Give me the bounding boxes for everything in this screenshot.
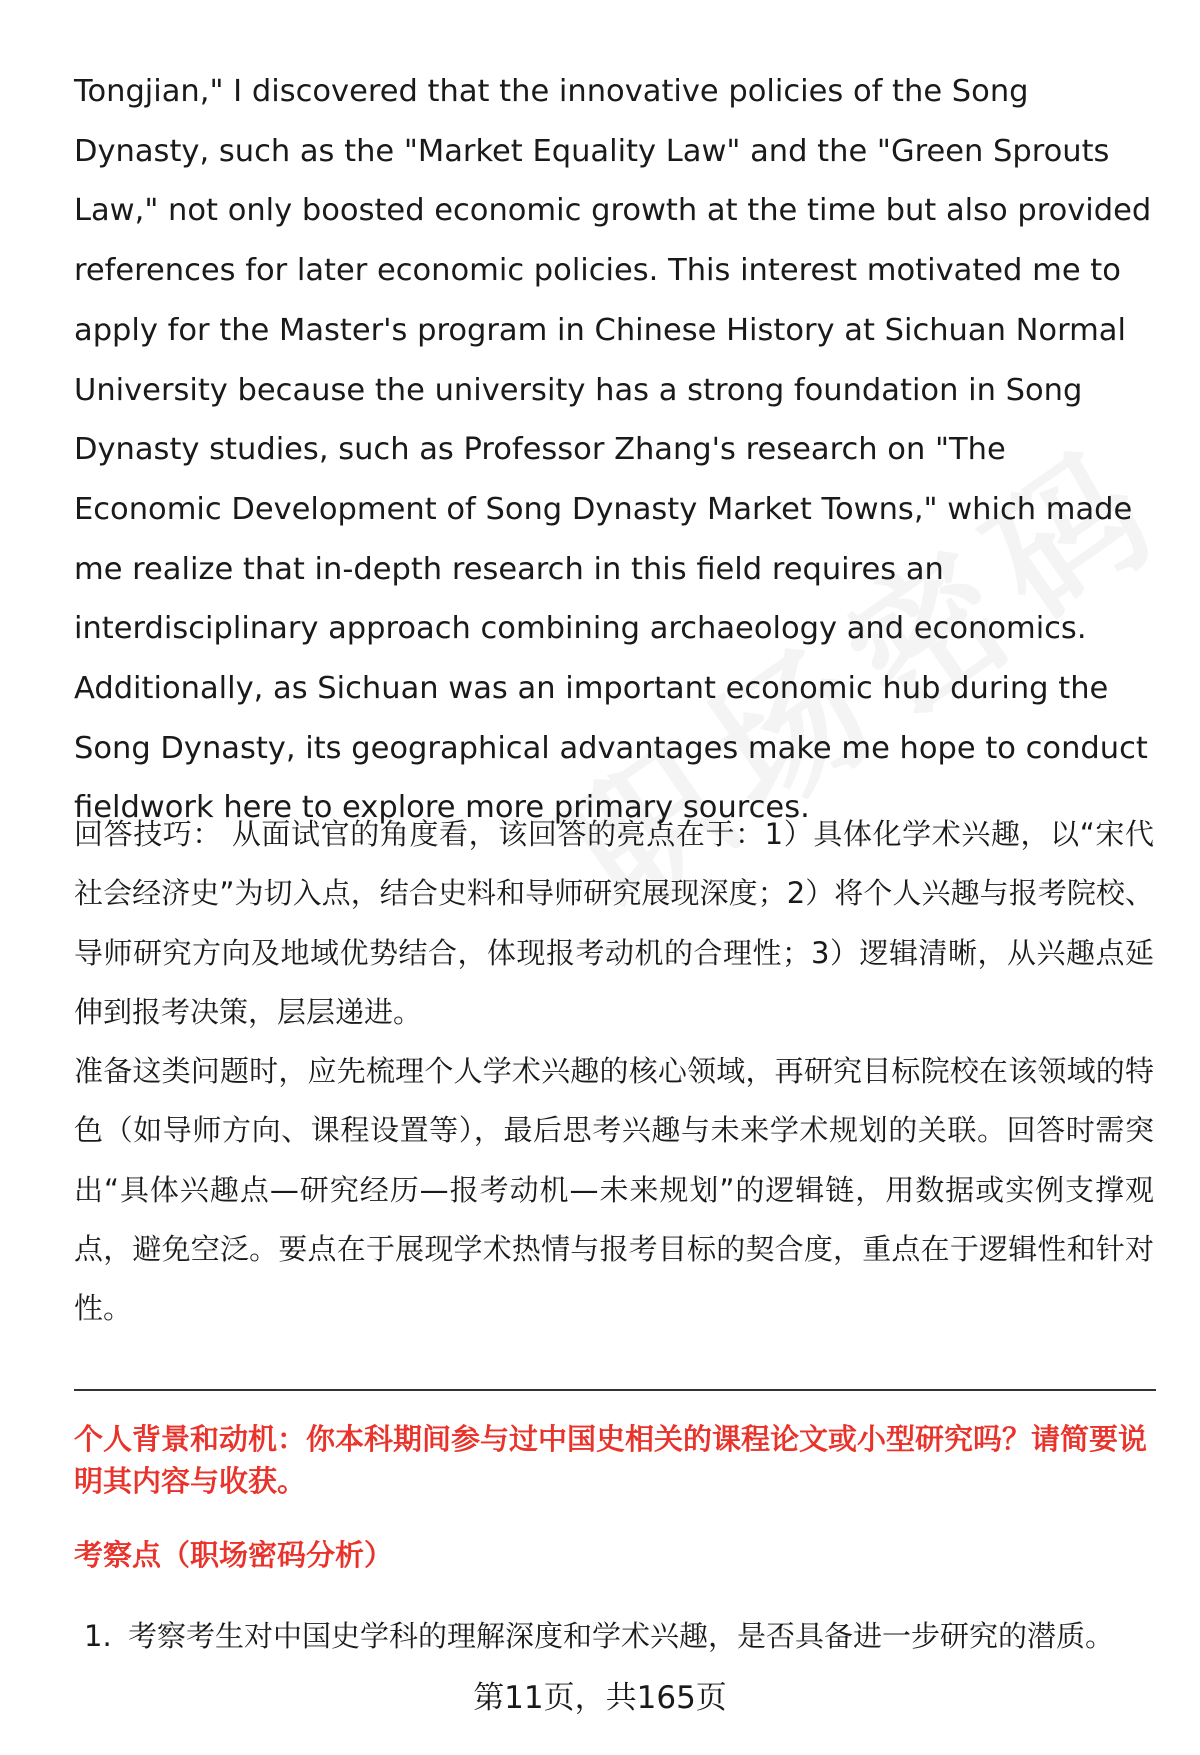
section-divider (74, 1389, 1156, 1391)
list-item (84, 1614, 1154, 1658)
tips-paragraph: 回答技巧： 从面试官的角度看，该回答的亮点在于：1）具体化学术兴趣，以“宋代社会经济史”为切入点，结合史料和导师研究展现深度；2）将个人兴趣与报考院校、导师研究方向及地域优势结合，体现报考动机的合理性；3）逻辑清晰，从兴趣点延伸到报考决策，层层递进。 (74, 817, 1154, 1029)
list-item-number: 1. (84, 1619, 112, 1653)
question-heading: 个人背景和动机：你本科期间参与过中国史相关的课程论文或小型研究吗？请简要说明其内容与收获。 (74, 1422, 1148, 1498)
assessment-list (84, 1614, 1154, 1658)
answer-continuation-paragraph: Tongjian," I discovered that the innovative policies of the Song Dynasty, such as the "Market Equality Law" and the "Green Sprouts Law," not only boosted economic growth at the time but also provided references for later economic policies. This interest motivated me to apply for the Master's program in Chinese History at Sichuan Normal University because the university has a strong foundation in Song Dynasty studies, such as Professor Zhang's research on "The Economic Development of Song Dynasty Market Towns," which made me realize that in-depth research in this field requires an interdisciplinary approach combining archaeology and economics. Additionally, as Sichuan was an important economic hub during the Song Dynasty, its geographical advantages make me hope to conduct fieldwork here to explore more primary sources. (74, 74, 1152, 826)
answer-tips-block (74, 805, 1154, 1339)
preparation-paragraph: 准备这类问题时，应先梳理个人学术兴趣的核心领域，再研究目标院校在该领域的特色（如导师方向、课程设置等），最后思考兴趣与未来学术规划的关联。回答时需突出“具体兴趣点—研究经历—报考动机—未来规划”的逻辑链，用数据或实例支撑观点，避免空泛。要点在于展现学术热情与报考目标的契合度，重点在于逻辑性和针对性。 (74, 1054, 1154, 1326)
page-number-footer: 第11页，共165页 (473, 1680, 727, 1716)
assessment-heading: 考察点（职场密码分析） (74, 1538, 394, 1572)
list-item-text: 考察考生对中国史学科的理解深度和学术兴趣，是否具备进一步研究的潜质。 (128, 1619, 1115, 1653)
